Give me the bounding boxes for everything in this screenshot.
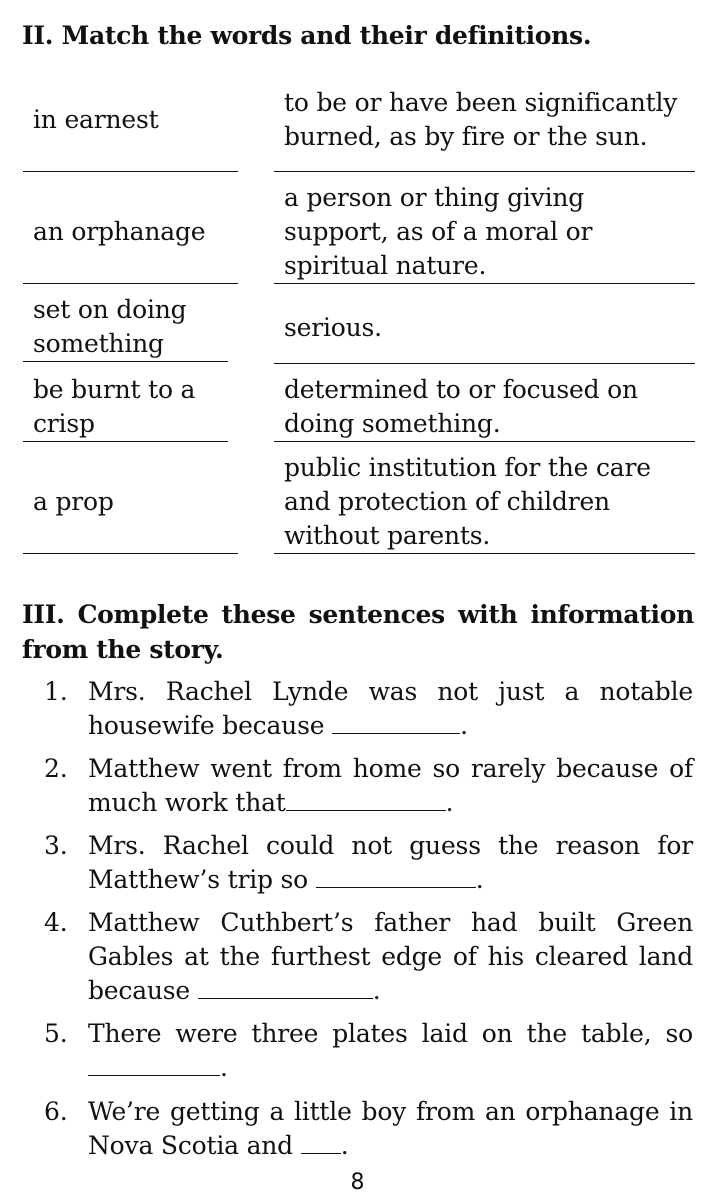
- item-end: .: [340, 1131, 349, 1160]
- word-cell: [23, 180, 238, 284]
- answer-blank[interactable]: [301, 1129, 341, 1154]
- definition-text: serious.: [284, 312, 382, 342]
- word-cell: [23, 68, 238, 172]
- answer-blank[interactable]: [316, 863, 476, 888]
- definition-text: determined to or focused on doing something.: [284, 374, 638, 438]
- word-text: be burnt to a crisp: [33, 374, 196, 438]
- item-number: 3.: [44, 831, 68, 860]
- item-end: .: [372, 976, 381, 1005]
- item-text: We’re getting a little boy from an orphanage in Nova Scotia and: [88, 1097, 693, 1160]
- word-cell: [23, 450, 238, 554]
- word-text: set on doing something: [33, 294, 187, 358]
- definition-cell: [274, 372, 695, 442]
- section-3-heading: III. Complete these sentences with information from the story.: [22, 600, 694, 664]
- item-end: .: [475, 865, 484, 894]
- item-text: There were three plates laid on the table, so: [88, 1019, 693, 1048]
- definition-text: a person or thing giving support, as of a moral or spiritual nature.: [284, 182, 593, 280]
- item-text: Matthew went from home so rarely because of much work that: [88, 754, 693, 817]
- answer-blank[interactable]: [198, 974, 373, 999]
- item-text: Mrs. Rachel Lynde was not just a notable housewife because: [88, 677, 693, 740]
- word-cell: [23, 372, 228, 442]
- item-end: .: [460, 711, 468, 740]
- item-number: 6.: [44, 1097, 68, 1126]
- item-number: 1.: [44, 677, 68, 706]
- item-number: 2.: [44, 754, 68, 783]
- item-number: 5.: [44, 1019, 68, 1048]
- definition-cell: [274, 450, 695, 554]
- word-text: in earnest: [33, 104, 159, 134]
- definition-cell: [274, 68, 695, 172]
- definition-cell: [274, 180, 695, 284]
- definition-cell: [274, 292, 695, 364]
- page-number: 8: [350, 1170, 365, 1195]
- definition-text: to be or have been significantly burned, as by fire or the sun.: [284, 87, 678, 151]
- item-text: Matthew Cuthbert’s father had built Green Gables at the furthest edge of his cleared land because: [88, 908, 693, 1005]
- definition-text: public institution for the care and protection of children without parents.: [284, 452, 651, 550]
- word-text: an orphanage: [33, 216, 206, 246]
- item-end: .: [445, 788, 454, 817]
- item-end: .: [220, 1053, 228, 1082]
- section-2-heading: II. Match the words and their definitions.: [22, 21, 592, 50]
- answer-blank[interactable]: [332, 709, 460, 734]
- answer-blank[interactable]: [88, 1051, 220, 1076]
- item-text: Mrs. Rachel could not guess the reason for Matthew’s trip so: [88, 831, 693, 894]
- answer-blank[interactable]: [286, 786, 446, 811]
- word-cell: [23, 292, 228, 362]
- item-number: 4.: [44, 908, 68, 937]
- word-text: a prop: [33, 486, 114, 516]
